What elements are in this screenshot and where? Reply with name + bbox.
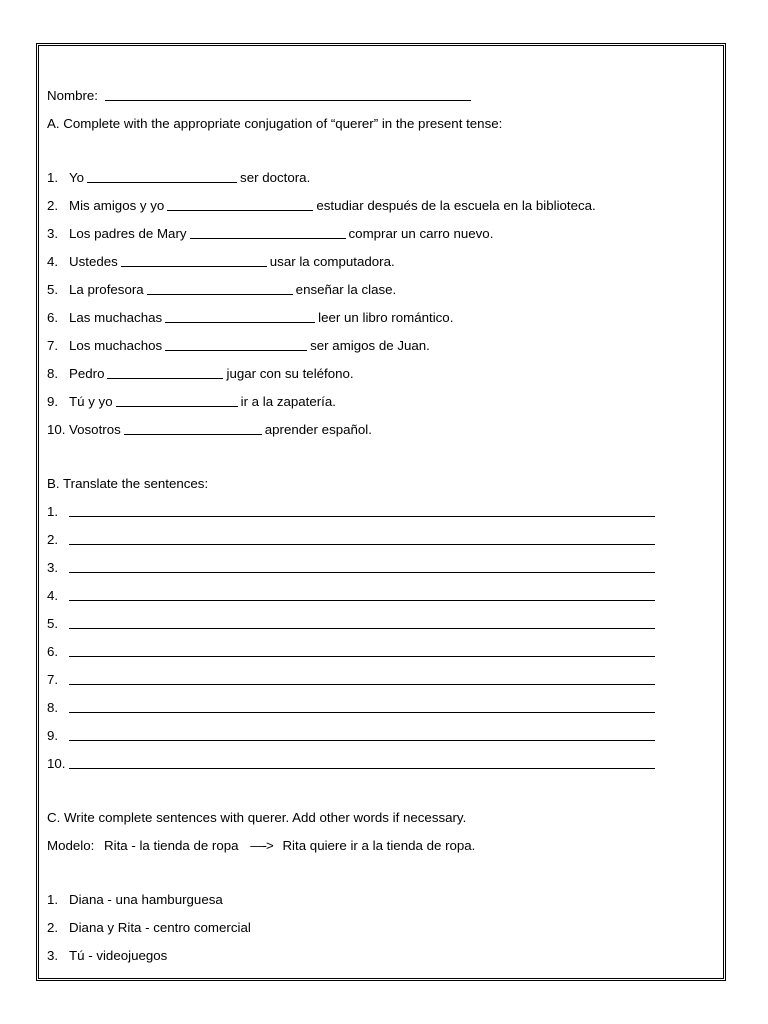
section-b-list — [47, 498, 715, 778]
name-blank[interactable] — [105, 86, 471, 101]
translation-blank[interactable] — [69, 726, 655, 741]
item-number: 7. — [47, 338, 59, 353]
modelo-label: Modelo: — [47, 838, 95, 853]
section-a-item — [47, 192, 715, 220]
translation-blank[interactable] — [69, 670, 655, 685]
item-number: 1. — [47, 170, 59, 185]
worksheet-content — [47, 82, 715, 970]
item-subject: Ustedes — [69, 254, 118, 269]
item-number: 3. — [47, 948, 59, 963]
item-predicate: ser amigos de Juan. — [310, 338, 430, 353]
translation-blank[interactable] — [69, 642, 655, 657]
worksheet-page — [36, 43, 726, 981]
item-subject: La profesora — [69, 282, 144, 297]
translation-row — [47, 526, 715, 554]
item-prompt: Diana - una hamburguesa — [69, 892, 223, 907]
conjugation-blank[interactable] — [165, 336, 307, 351]
section-c-item — [47, 886, 715, 914]
item-subject: Mis amigos y yo — [69, 198, 165, 213]
section-a-item — [47, 164, 715, 192]
translation-blank[interactable] — [69, 530, 655, 545]
item-number: 1. — [47, 504, 59, 519]
translation-row — [47, 750, 715, 778]
section-a-item — [47, 416, 715, 444]
conjugation-blank[interactable] — [147, 280, 293, 295]
translation-row — [47, 582, 715, 610]
item-number: 2. — [47, 920, 59, 935]
translation-blank[interactable] — [69, 698, 655, 713]
item-prompt: Diana y Rita - centro comercial — [69, 920, 251, 935]
section-b-heading-text: B. Translate the sentences: — [47, 476, 209, 491]
section-b-heading — [47, 470, 715, 498]
section-c-heading — [47, 804, 715, 832]
name-row — [47, 82, 715, 110]
item-predicate: usar la computadora. — [269, 254, 395, 269]
conjugation-blank[interactable] — [121, 252, 267, 267]
item-subject: Vosotros — [69, 422, 121, 437]
item-number: 9. — [47, 394, 59, 409]
item-number: 1. — [47, 892, 59, 907]
section-a-heading-text: A. Complete with the appropriate conjugation of “querer” in the present tense: — [47, 116, 503, 131]
item-subject: Tú y yo — [69, 394, 113, 409]
item-predicate: leer un libro romántico. — [318, 310, 454, 325]
item-predicate: ser doctora. — [240, 170, 311, 185]
translation-blank[interactable] — [69, 586, 655, 601]
translation-blank[interactable] — [69, 614, 655, 629]
conjugation-blank[interactable] — [124, 420, 262, 435]
conjugation-blank[interactable] — [87, 168, 237, 183]
section-c-list — [47, 886, 715, 970]
name-label: Nombre: — [47, 88, 98, 103]
translation-row — [47, 694, 715, 722]
item-predicate: comprar un carro nuevo. — [348, 226, 494, 241]
item-number: 4. — [47, 254, 59, 269]
translation-blank[interactable] — [69, 558, 655, 573]
translation-row — [47, 666, 715, 694]
item-predicate: ir a la zapatería. — [240, 394, 336, 409]
conjugation-blank[interactable] — [167, 196, 313, 211]
section-a-item — [47, 304, 715, 332]
item-number: 3. — [47, 560, 59, 575]
item-number: 5. — [47, 282, 59, 297]
item-predicate: estudiar después de la escuela en la biblioteca. — [316, 198, 596, 213]
translation-blank[interactable] — [69, 754, 655, 769]
item-subject: Los padres de Mary — [69, 226, 187, 241]
conjugation-blank[interactable] — [190, 224, 346, 239]
item-predicate: jugar con su teléfono. — [226, 366, 354, 381]
item-predicate: enseñar la clase. — [295, 282, 397, 297]
item-number: 2. — [47, 198, 59, 213]
item-number: 5. — [47, 616, 59, 631]
modelo-answer: Rita quiere ir a la tienda de ropa. — [282, 838, 476, 853]
item-subject: Los muchachos — [69, 338, 163, 353]
item-subject: Yo — [69, 170, 85, 185]
item-subject: Pedro — [69, 366, 105, 381]
translation-row — [47, 638, 715, 666]
section-a-heading — [47, 110, 715, 138]
modelo-row — [47, 832, 715, 860]
section-c-item — [47, 914, 715, 942]
modelo-prompt: Rita - la tienda de ropa — [104, 838, 239, 853]
item-number: 6. — [47, 310, 59, 325]
item-number: 2. — [47, 532, 59, 547]
conjugation-blank[interactable] — [107, 364, 223, 379]
section-a-item — [47, 332, 715, 360]
modelo-arrow: —-> — [250, 838, 273, 853]
item-number: 3. — [47, 226, 59, 241]
item-number: 10. — [47, 422, 66, 437]
conjugation-blank[interactable] — [165, 308, 315, 323]
translation-row — [47, 554, 715, 582]
section-a-list — [47, 164, 715, 444]
section-c-item — [47, 942, 715, 970]
translation-row — [47, 722, 715, 750]
section-a-item — [47, 360, 715, 388]
item-number: 8. — [47, 700, 59, 715]
item-number: 7. — [47, 672, 59, 687]
item-number: 4. — [47, 588, 59, 603]
section-a-item — [47, 248, 715, 276]
translation-blank[interactable] — [69, 502, 655, 517]
translation-row — [47, 610, 715, 638]
item-subject: Las muchachas — [69, 310, 163, 325]
item-number: 10. — [47, 756, 66, 771]
item-prompt: Tú - videojuegos — [69, 948, 168, 963]
item-predicate: aprender español. — [264, 422, 372, 437]
conjugation-blank[interactable] — [116, 392, 238, 407]
item-number: 8. — [47, 366, 59, 381]
translation-row — [47, 498, 715, 526]
section-a-item — [47, 276, 715, 304]
item-number: 6. — [47, 644, 59, 659]
section-a-item — [47, 220, 715, 248]
item-number: 9. — [47, 728, 59, 743]
section-c-heading-text: C. Write complete sentences with querer. Add other words if necessary. — [47, 810, 467, 825]
section-a-item — [47, 388, 715, 416]
